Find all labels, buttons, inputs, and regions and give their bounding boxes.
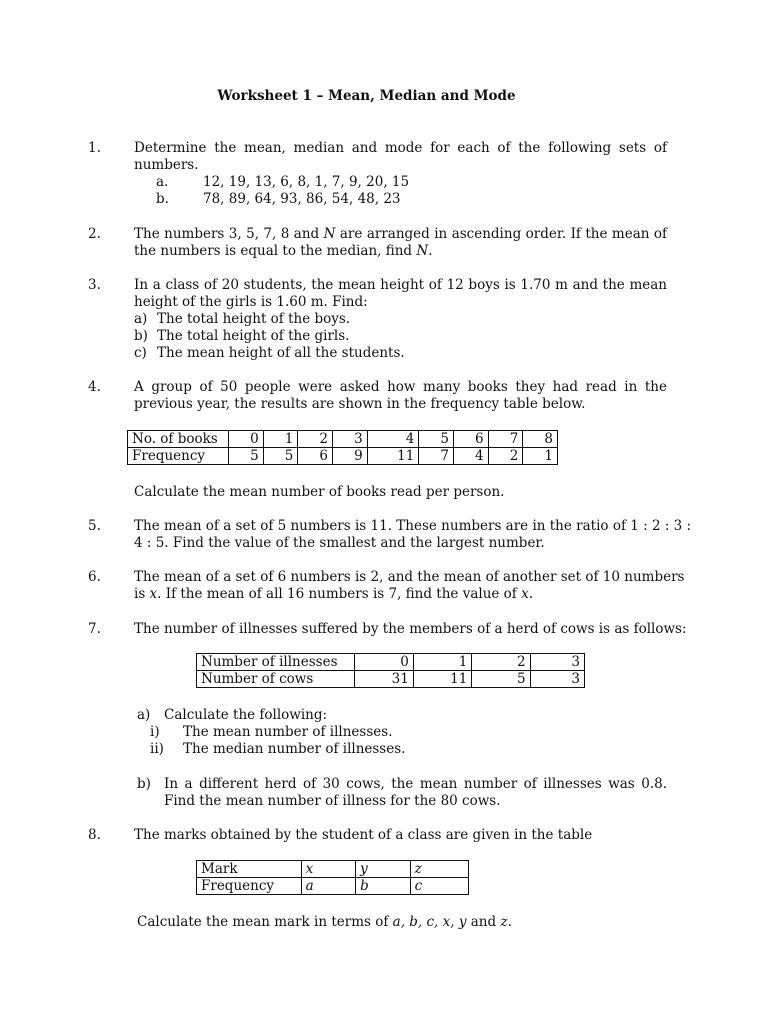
question-text: The mean of a set of 5 numbers is 11. These numbers are in the ratio of 1 : 2 : 3 : 4 : 5. Find the value of the smallest and the largest number. xyxy=(134,518,692,551)
table-cell: 5 xyxy=(419,431,454,448)
table-cell: c xyxy=(410,878,468,895)
table-cell: 11 xyxy=(413,671,471,688)
table-cell: 2 xyxy=(472,654,530,671)
question-number: 3. xyxy=(88,277,101,293)
table-cell: 9 xyxy=(333,448,368,465)
table-row xyxy=(197,861,469,878)
question-text: The marks obtained by the student of a class are given in the table xyxy=(134,827,593,843)
table-cell: 7 xyxy=(488,431,523,448)
table-cell: 3 xyxy=(530,671,584,688)
question-instruction: Calculate the mean number of books read per person. xyxy=(134,484,505,500)
worksheet-title: Worksheet 1 – Mean, Median and Mode xyxy=(217,88,516,104)
list-item: a. 12, 19, 13, 6, 8, 1, 7, 9, 20, 15 xyxy=(156,174,410,190)
list-item: ii) The median number of illnesses. xyxy=(150,741,406,757)
part-label: a) xyxy=(137,707,151,723)
question-number: 7. xyxy=(88,621,101,637)
table-cell: 5 xyxy=(472,671,530,688)
question-text: The numbers 3, 5, 7, 8 and N are arranged in ascending order. If the mean of the numbers is equal to the median, find N. xyxy=(134,226,668,259)
table-cell: 3 xyxy=(333,431,368,448)
table-cell: 6 xyxy=(453,431,488,448)
question-parts xyxy=(134,174,667,208)
illnesses-table xyxy=(196,653,585,688)
table-row xyxy=(128,448,558,465)
table-cell: x xyxy=(301,861,355,878)
table-cell: 1 xyxy=(413,654,471,671)
table-cell: a xyxy=(301,878,355,895)
list-item: c) The mean height of all the students. xyxy=(134,345,405,361)
table-row xyxy=(197,878,469,895)
table-cell: 4 xyxy=(367,431,419,448)
question-text: The number of illnesses suffered by the members of a herd of cows is as follows: xyxy=(134,621,687,637)
table-cell: 31 xyxy=(355,671,413,688)
row-header: Number of illnesses xyxy=(197,654,355,671)
table-row xyxy=(128,431,558,448)
question-number: 6. xyxy=(88,569,101,585)
question-text: Determine the mean, median and mode for each of the following sets of numbers. xyxy=(134,140,667,173)
question-text: A group of 50 people were asked how many books they had read in the previous year, the results are shown in the frequency table below. xyxy=(134,379,667,412)
row-header: No. of books xyxy=(128,431,229,448)
row-header: Mark xyxy=(197,861,302,878)
table-cell: b xyxy=(356,878,410,895)
question-number: 4. xyxy=(88,379,101,395)
table-cell: 4 xyxy=(453,448,488,465)
table-cell: 8 xyxy=(523,431,558,448)
question-text: The mean of a set of 6 numbers is 2, and the mean of another set of 10 numbers is x. If the mean of all 16 numbers is 7, find the value of x. xyxy=(134,569,685,602)
table-cell: 7 xyxy=(419,448,454,465)
worksheet-page: Worksheet 1 – Mean, Median and Mode 1. Determine the mean, median and mode for each of the following sets of numbers. a. 12, 19, 13, 6, 8, 1, 7, 9, 20, 15 b. 78, 89, 64, 93, 86, 54, 48, 23 2. The numbers 3, 5, 7, 8 and N are arranged in ascending order. If the mean of the numbers is equal to the median, find N. 3. In a class of 20 students, the mean height of 12 boys is 1.70 m and the mean height of the girls is 1.60 m. Find: a) The total height of the boys. b) The total height of the girls. c) The mean height of all the students. 4. A group of 50 people were asked how many books they had read in the previous year, the results are shown in the frequency table below. No. of books 0 1 2 3 4 5 6 7 8 Frequency 5 5 6 9 11 7 4 2 1 Calculate the mean number of books read per person. 5. The mean of a set of 5 numbers is 11. These numbers are in the ratio of 1 : 2 : 3 : 4 : 5. Find the value of the smallest and the largest number. 6. The mean of a set of 6 numbers is 2, and the mean of another set of 10 numbers is x. If the mean of all 16 numbers is 7, find the value of x. 7. The number of illnesses suffered by the members of a herd of cows is as follows: Number of illnesses 0 1 2 3 Number of cows 31 11 5 3 a) Calculate the following: i) The mean number of illnesses. ii) The median number of illnesses. b) In a different herd of 30 cows, the mean number of illnesses was 0.8. Find the mean number of illness for the 80 cows. 8. The marks obtained by the student of a class are given in the table Mark x y z Frequency a b c Calculate the mean mark in terms of a, b, c, x, y and z. xyxy=(0,0,768,1024)
table-cell: 11 xyxy=(367,448,419,465)
question-number: 5. xyxy=(88,518,101,534)
table-cell: 0 xyxy=(355,654,413,671)
table-cell: 2 xyxy=(298,431,333,448)
table-cell: 1 xyxy=(263,431,298,448)
question-text: In a class of 20 students, the mean height of 12 boys is 1.70 m and the mean height of the girls is 1.60 m. Find: xyxy=(134,277,667,310)
table-cell: 5 xyxy=(263,448,298,465)
list-item: b) The total height of the girls. xyxy=(134,328,350,344)
row-header: Frequency xyxy=(128,448,229,465)
table-cell: 6 xyxy=(298,448,333,465)
table-row xyxy=(197,671,585,688)
table-cell: 0 xyxy=(229,431,264,448)
part-label: b) xyxy=(137,776,151,792)
table-cell: 1 xyxy=(523,448,558,465)
table-cell: 3 xyxy=(530,654,584,671)
row-header: Frequency xyxy=(197,878,302,895)
books-frequency-table xyxy=(127,430,558,465)
table-row xyxy=(197,654,585,671)
table-cell: 2 xyxy=(488,448,523,465)
question-number: 8. xyxy=(88,827,101,843)
table-cell: z xyxy=(410,861,468,878)
list-item: a) The total height of the boys. xyxy=(134,311,351,327)
table-cell: 5 xyxy=(229,448,264,465)
question-instruction: Calculate the mean mark in terms of a, b, c, x, y and z. xyxy=(137,914,512,930)
row-header: Number of cows xyxy=(197,671,355,688)
list-item: b. 78, 89, 64, 93, 86, 54, 48, 23 xyxy=(156,191,401,207)
list-item: i) The mean number of illnesses. xyxy=(150,724,393,740)
question-number: 1. xyxy=(88,140,101,156)
question-parts xyxy=(134,311,667,362)
table-cell: y xyxy=(356,861,410,878)
question-number: 2. xyxy=(88,226,101,242)
marks-table xyxy=(196,860,469,895)
